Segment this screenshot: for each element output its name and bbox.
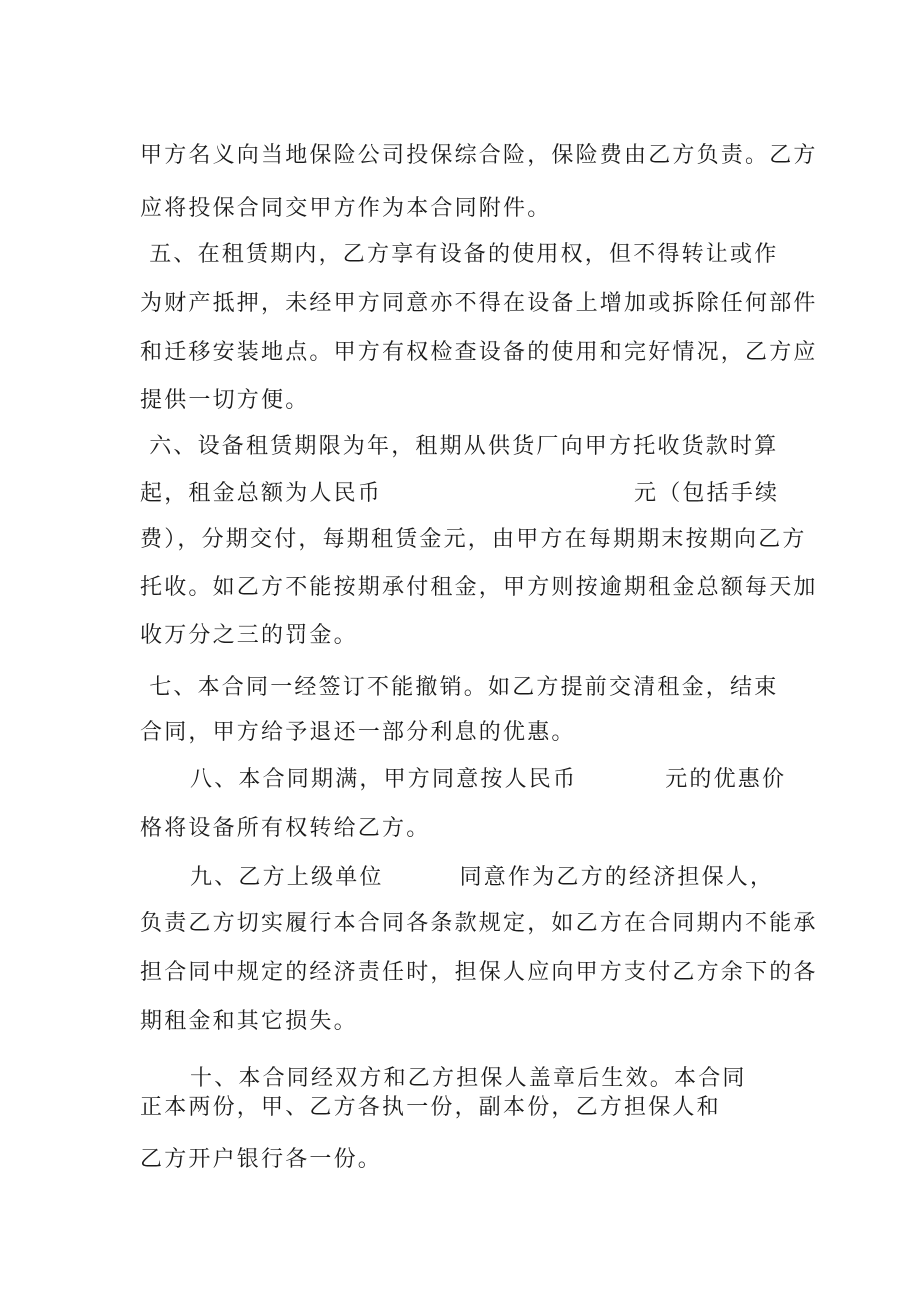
article-7-line: 七、本合同一经签订不能撤销。如乙方提前交清租金，结束 [140, 675, 779, 700]
article-9-line: 期租金和其它损失。 [140, 1009, 358, 1034]
article-9-line: 担合同中规定的经济责任时，担保人应向甲方支付乙方余下的各 [140, 960, 818, 985]
article-7-line: 合同，甲方给予退还一部分利息的优惠。 [140, 720, 576, 745]
article-8-line [190, 765, 786, 795]
paragraph-line: 应将投保合同交甲方作为本合同附件。 [140, 196, 552, 221]
paragraph-line: 甲方名义向当地保险公司投保综合险，保险费由乙方负责。乙方 [140, 143, 818, 168]
article-8-text: 元的优惠价 [665, 767, 787, 792]
article-8-text: 八、本合同期满，甲方同意按人民币 [190, 767, 578, 792]
article-5-line: 五、在租赁期内，乙方享有设备的使用权，但不得转让或作 [140, 242, 779, 267]
article-10-line: 正本两份，甲、乙方各执一份，副本份，乙方担保人和 [140, 1095, 721, 1120]
article-6-text: 元（包括手续 [634, 481, 780, 506]
article-6-line [140, 479, 779, 509]
article-5-line: 提供一切方便。 [140, 388, 310, 413]
article-9-text: 同意作为乙方的经济担保人， [459, 865, 775, 890]
article-10-line: 乙方开户银行各一份。 [140, 1147, 383, 1172]
article-9-line [190, 863, 774, 893]
article-8-line: 格将设备所有权转给乙方。 [140, 816, 431, 841]
article-5-line: 为财产抵押，未经甲方同意亦不得在设备上增加或拆除任何部件 [140, 291, 818, 316]
article-10-line: 十、本合同经双方和乙方担保人盖章后生效。本合同 [190, 1066, 747, 1091]
article-5-line: 和迁移安装地点。甲方有权检查设备的使用和完好情况，乙方应 [140, 340, 818, 365]
article-6-line: 托收。如乙方不能按期承付租金，甲方则按逾期租金总额每天加 [140, 575, 818, 600]
article-6-line: 收万分之三的罚金。 [140, 623, 358, 648]
article-6-line: 费），分期交付，每期租赁金元，由甲方在每期期末按期向乙方 [140, 527, 807, 552]
article-9-text: 九、乙方上级单位 [190, 865, 384, 890]
article-6-text: 起，租金总额为人民币 [140, 481, 383, 506]
article-9-line: 负责乙方切实履行本合同各条款规定，如乙方在合同期内不能承 [140, 911, 818, 936]
article-6-line: 六、设备租赁期限为年，租期从供货厂向甲方托收货款时算 [140, 434, 779, 459]
